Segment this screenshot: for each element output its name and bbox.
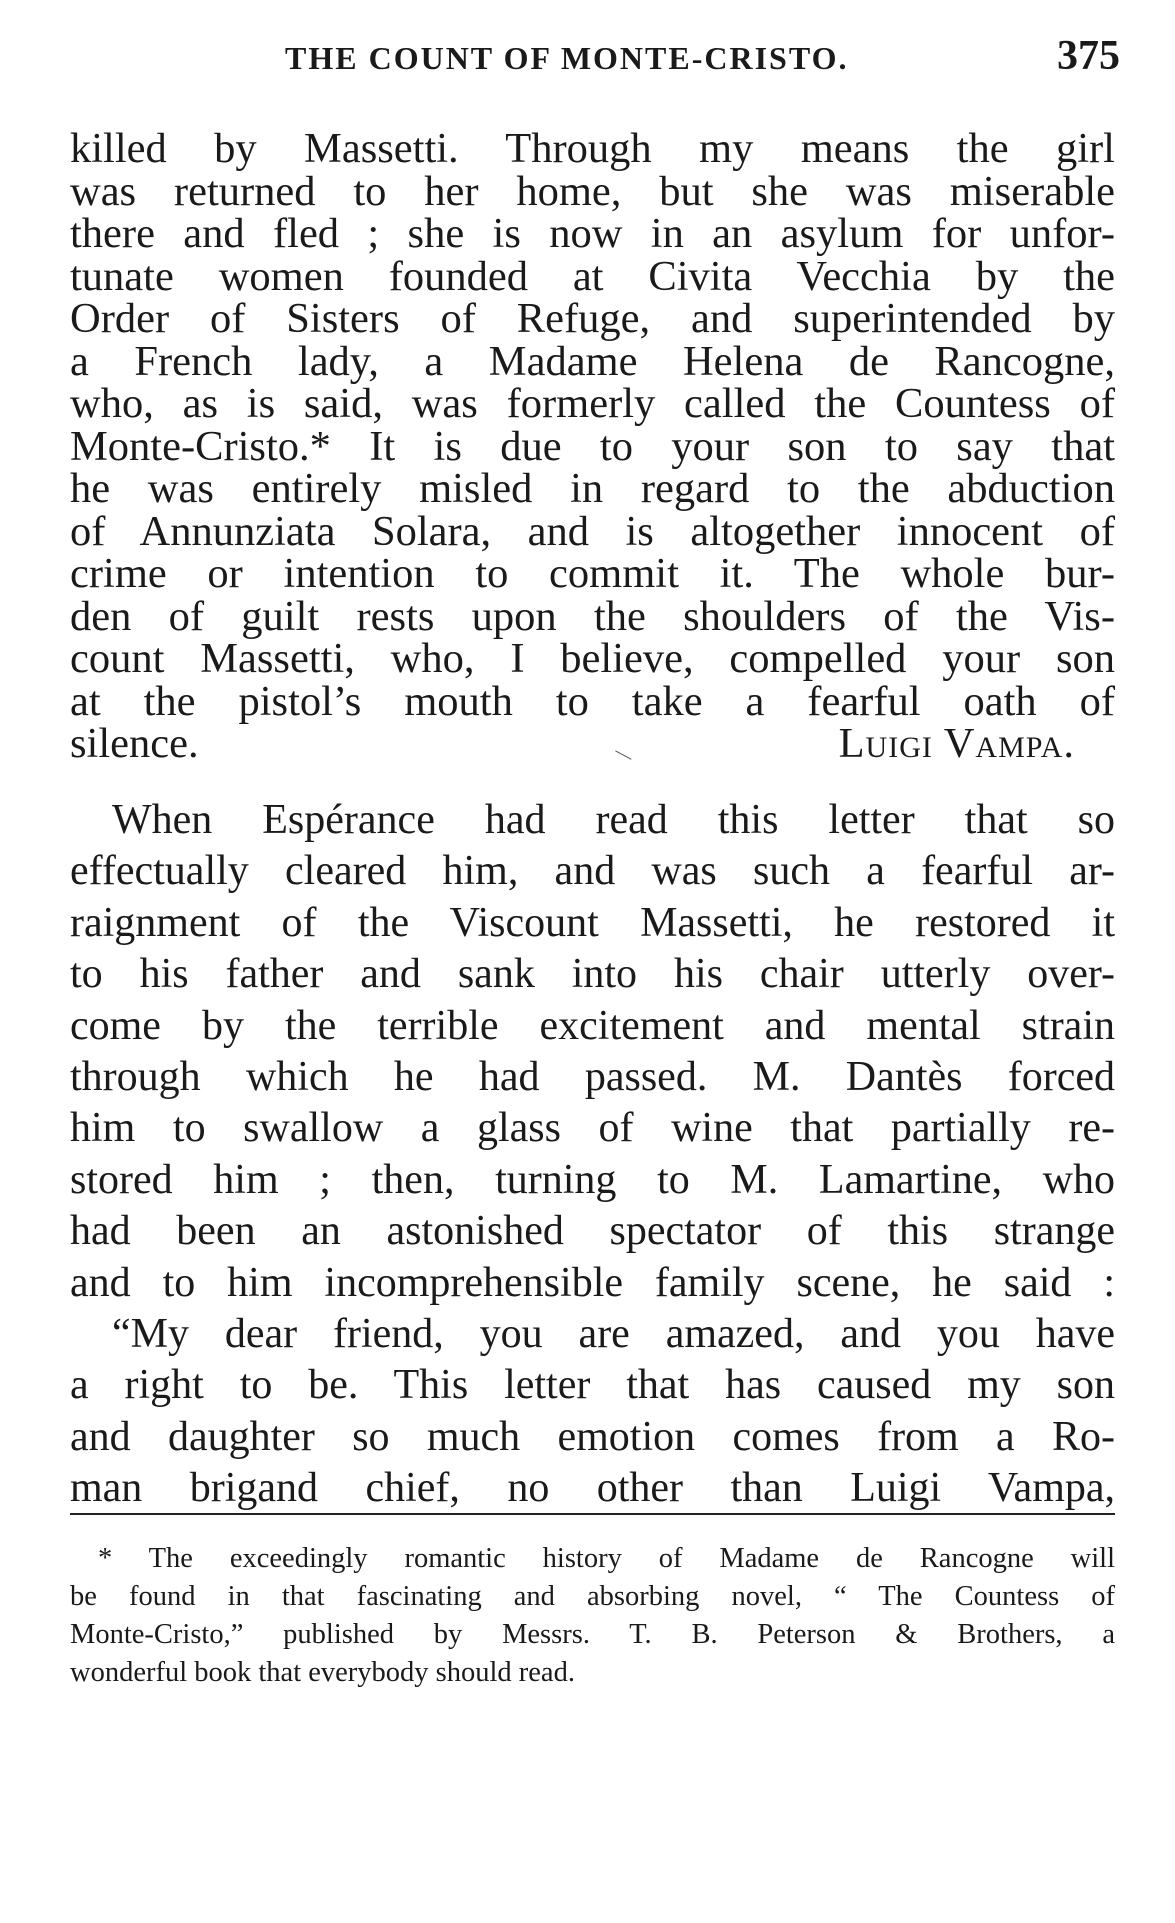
text-line: had been an astonished spectator of this strange (70, 1208, 1115, 1255)
text-line: When Espérance had read this letter that so (112, 797, 1115, 843)
signature-line (70, 720, 1115, 767)
text-line: man brigand chief, no other than Luigi Vampa, (70, 1465, 1115, 1512)
footnote-line: * The exceedingly romantic history of Madame de Rancogne will (98, 1543, 1115, 1574)
page-header (70, 30, 1120, 90)
text-line: Monte-Cristo.* It is due to your son to say that (70, 422, 1115, 470)
footnote-rule (70, 1513, 1115, 1515)
text-line: and daughter so much emotion comes from a Ro- (70, 1413, 1115, 1460)
footnote (70, 1540, 1115, 1692)
text-line: of Annunziata Solara, and is altogether innocent of (70, 507, 1115, 555)
text-line: him to swallow a glass of wine that partially re- (70, 1105, 1115, 1152)
text-line: come by the terrible excitement and mental strain (70, 1002, 1115, 1049)
text-line: killed by Massetti. Through my means the girl (70, 125, 1115, 172)
footnote-line: be found in that fascinating and absorbing novel, “ The Countess of (70, 1581, 1115, 1612)
text-line: and to him incomprehensible family scene, he said : (70, 1259, 1115, 1306)
text-line: a French lady, a Madame Helena de Rancogne, (70, 337, 1115, 385)
text-line: effectually cleared him, and was such a fearful ar- (70, 848, 1115, 895)
text-line: tunate women founded at Civita Vecchia by the (70, 252, 1115, 300)
running-title: THE COUNT OF MONTE-CRISTO. (285, 40, 849, 76)
text-line: stored him ; then, turning to M. Lamartine, who (70, 1156, 1115, 1203)
text-line: count Massetti, who, I believe, compelled your son (70, 635, 1115, 682)
text-line: through which he had passed. M. Dantès forced (70, 1053, 1115, 1100)
text-line: at the pistol’s mouth to take a fearful oath of (70, 677, 1115, 725)
text-line: to his father and sank into his chair utterly over- (70, 951, 1115, 998)
page-number: 375 (1057, 33, 1120, 79)
footnote-line: Monte-Cristo,” published by Messrs. T. B. Peterson & Brothers, a (70, 1619, 1115, 1650)
text-line: “My dear friend, you are amazed, and you have (112, 1310, 1115, 1357)
signature: Luigi Vampa. (838, 720, 1075, 767)
text-line: raignment of the Viscount Massetti, he restored it (70, 899, 1115, 946)
narrative-paragraph (70, 795, 1115, 1514)
text-line: a right to be. This letter that has caused my son (70, 1362, 1115, 1409)
text-line: who, as is said, was formerly called the Countess of (70, 380, 1115, 427)
letter-paragraph (70, 125, 1115, 767)
text-line: den of guilt rests upon the shoulders of the Vis- (70, 592, 1115, 640)
text-line: Order of Sisters of Refuge, and superintended by (70, 295, 1115, 342)
closing-word: silence. (70, 720, 199, 767)
text-line: was returned to her home, but she was miserable (70, 167, 1115, 215)
printer-mark (611, 750, 632, 768)
text-line: there and fled ; she is now in an asylum for unfor- (70, 210, 1115, 257)
text-line: crime or intention to commit it. The whole bur- (70, 550, 1115, 597)
text-line: he was entirely misled in regard to the abduction (70, 465, 1115, 512)
footnote-line: wonderful book that everybody should read. (70, 1657, 575, 1688)
